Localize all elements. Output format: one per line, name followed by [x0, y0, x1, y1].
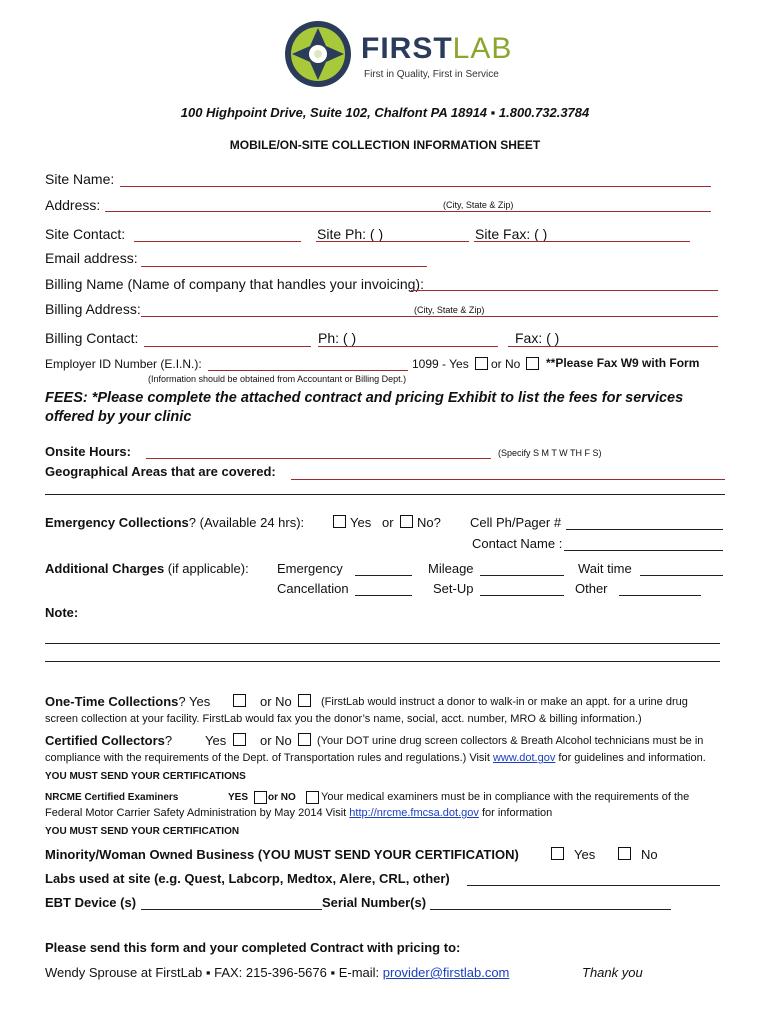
minority-no-label: No [641, 847, 658, 862]
form-1099-no-label: or No [491, 357, 521, 371]
emergency-yes-label: Yes [350, 515, 372, 530]
thank-you: Thank you [582, 965, 643, 980]
site-fax-field[interactable] [474, 241, 690, 242]
fax-w9-note: **Please Fax W9 with Form [546, 356, 700, 370]
note-label: Note: [45, 605, 79, 620]
address-label: Address: [45, 197, 101, 213]
emergency-charge-field[interactable] [355, 575, 412, 576]
ebt-device-label: EBT Device (s) [45, 895, 137, 910]
nrcme-label: NRCME Certified Examiners [45, 792, 179, 803]
billing-phone-field[interactable] [318, 346, 498, 347]
logo-wordmark: FIRSTLAB [361, 32, 513, 65]
one-time-desc-line1: (FirstLab would instruct a donor to walk-in or make an appt. for a urine drug [321, 696, 688, 708]
billing-contact-field[interactable] [144, 346, 311, 347]
minority-yes-checkbox[interactable] [551, 847, 564, 860]
certified-desc-line2: compliance with the requirements of the Dept. of Transportation rules and regulations.) Visit www.dot.gov for guidelines and information. [45, 752, 706, 764]
send-instructions: Please send this form and your completed Contract with pricing to: [45, 940, 461, 955]
logo-emblem-icon [282, 18, 354, 90]
address-field[interactable] [105, 211, 711, 212]
wait-time-field[interactable] [640, 575, 723, 576]
dot-gov-link[interactable]: www.dot.gov [492, 752, 556, 764]
cancellation-field[interactable] [355, 595, 412, 596]
billing-phone-label: Ph: ( ) [318, 330, 357, 346]
header-address: 100 Highpoint Drive, Suite 102, Chalfont PA 18914 ▪ 1.800.732.3784 [180, 105, 590, 120]
certified-collectors-label: Certified Collectors? [45, 733, 173, 748]
nrcme-no-checkbox[interactable] [306, 791, 319, 804]
cell-pager-label: Cell Ph/Pager # [470, 515, 562, 530]
certified-desc-line1: (Your DOT urine drug screen collectors & Breath Alcohol technicians must be in [317, 735, 704, 747]
email-label: Email address: [45, 250, 138, 266]
ein-note: (Information should be obtained from Accountant or Billing Dept.) [148, 374, 407, 384]
onsite-hours-field[interactable] [146, 458, 491, 459]
nrcme-yes-label: YES [228, 792, 249, 803]
wait-time-label: Wait time [578, 561, 632, 576]
cancellation-label: Cancellation [277, 581, 349, 596]
nrcme-yes-checkbox[interactable] [254, 791, 267, 804]
one-time-label: One-Time Collections? Yes [45, 694, 211, 709]
site-contact-label: Site Contact: [45, 226, 126, 242]
certified-must-send: YOU MUST SEND YOUR CERTIFICATIONS [45, 771, 246, 782]
provider-email-link[interactable]: provider@firstlab.com [382, 965, 510, 980]
mileage-label: Mileage [428, 561, 474, 576]
additional-charges-label: Additional Charges (if applicable): [45, 561, 249, 576]
emergency-or-label: or [382, 515, 394, 530]
one-time-desc-line2: screen collection at your facility. FirstLab would fax you the donor’s name, social, acct. number, MRO & billing information.) [45, 713, 642, 725]
certified-yes-label: Yes [205, 733, 227, 748]
labs-used-field[interactable] [467, 885, 720, 886]
geo-areas-label: Geographical Areas that are covered: [45, 464, 276, 479]
onsite-hours-label: Onsite Hours: [45, 444, 131, 459]
billing-name-label: Billing Name (Name of company that handles your invoicing): [45, 276, 424, 292]
one-time-yes-checkbox[interactable] [233, 694, 246, 707]
email-field[interactable] [141, 266, 427, 267]
billing-address-field[interactable] [141, 316, 718, 317]
setup-field[interactable] [480, 595, 564, 596]
page-title: MOBILE/ON-SITE COLLECTION INFORMATION SHEET [229, 138, 541, 152]
contact-name-label: Contact Name : [472, 536, 563, 551]
form-1099-yes-label: 1099 - Yes [412, 357, 469, 371]
form-1099-no-checkbox[interactable] [526, 357, 539, 370]
billing-fax-label: Fax: ( ) [515, 330, 560, 346]
fees-heading-line2: offered by your clinic [45, 409, 192, 425]
billing-fax-field[interactable] [508, 346, 718, 347]
certified-yes-checkbox[interactable] [233, 733, 246, 746]
site-name-label: Site Name: [45, 171, 115, 187]
note-field-line1[interactable] [45, 643, 720, 644]
other-charge-field[interactable] [619, 595, 701, 596]
emergency-collections-label: Emergency Collections? (Available 24 hrs): [45, 515, 305, 530]
one-time-no-checkbox[interactable] [298, 694, 311, 707]
nrcme-no-label: or NO [268, 792, 296, 803]
nrcme-desc-line1: Your medical examiners must be in compliance with the requirements of the [321, 791, 690, 803]
site-fax-label: Site Fax: ( ) [475, 226, 548, 242]
minority-no-checkbox[interactable] [618, 847, 631, 860]
address-hint: (City, State & Zip) [443, 200, 514, 210]
ebt-device-field[interactable] [141, 909, 322, 910]
billing-contact-label: Billing Contact: [45, 330, 139, 346]
site-phone-field[interactable] [316, 241, 469, 242]
one-time-no-label: or No [260, 694, 292, 709]
contact-name-field[interactable] [564, 550, 723, 551]
specify-days-hint: (Specify S M T W TH F S) [498, 448, 602, 458]
firstlab-logo [282, 18, 512, 90]
serial-number-field[interactable] [430, 909, 671, 910]
other-charge-label: Other [575, 581, 608, 596]
note-field-line2[interactable] [45, 661, 720, 662]
nrcme-must-send: YOU MUST SEND YOUR CERTIFICATION [45, 826, 240, 837]
ein-field[interactable] [208, 370, 408, 371]
nrcme-link[interactable]: http://nrcme.fmcsa.dot.gov [349, 807, 479, 819]
geo-areas-field[interactable] [291, 479, 725, 480]
billing-name-field[interactable] [411, 290, 718, 291]
cell-pager-field[interactable] [566, 529, 723, 530]
minority-business-label: Minority/Woman Owned Business (YOU MUST SEND YOUR CERTIFICATION) [45, 847, 519, 862]
billing-address-label: Billing Address: [45, 301, 141, 317]
contact-line: Wendy Sprouse at FirstLab ▪ FAX: 215-396-5676 ▪ E-mail: provider@firstlab.com [45, 965, 510, 980]
labs-used-label: Labs used at site (e.g. Quest, Labcorp, Medtox, Alere, CRL, other) [45, 871, 450, 886]
logo-tagline: First in Quality, First in Service [364, 69, 499, 80]
fees-heading-line1: FEES: *Please complete the attached contract and pricing Exhibit to list the fees for services [45, 390, 684, 406]
emergency-no-checkbox[interactable] [400, 515, 413, 528]
form-1099-yes-checkbox[interactable] [475, 357, 488, 370]
mileage-field[interactable] [480, 575, 564, 576]
serial-number-label: Serial Number(s) [322, 895, 427, 910]
site-phone-label: Site Ph: ( ) [317, 226, 384, 242]
emergency-no-label: No? [417, 515, 441, 530]
ein-label: Employer ID Number (E.I.N.): [45, 357, 202, 371]
emergency-charge-label: Emergency [277, 561, 343, 576]
nrcme-desc-line2: Federal Motor Carrier Safety Administration by May 2014 Visit http://nrcme.fmcsa.dot.gov for information [45, 807, 553, 819]
setup-label: Set-Up [433, 581, 474, 596]
certified-no-checkbox[interactable] [298, 733, 311, 746]
billing-address-hint: (City, State & Zip) [414, 305, 485, 315]
site-name-field[interactable] [120, 186, 711, 187]
minority-yes-label: Yes [574, 847, 596, 862]
geo-areas-field-line2[interactable] [45, 494, 725, 495]
certified-no-label: or No [260, 733, 292, 748]
emergency-yes-checkbox[interactable] [333, 515, 346, 528]
site-contact-field[interactable] [134, 241, 301, 242]
